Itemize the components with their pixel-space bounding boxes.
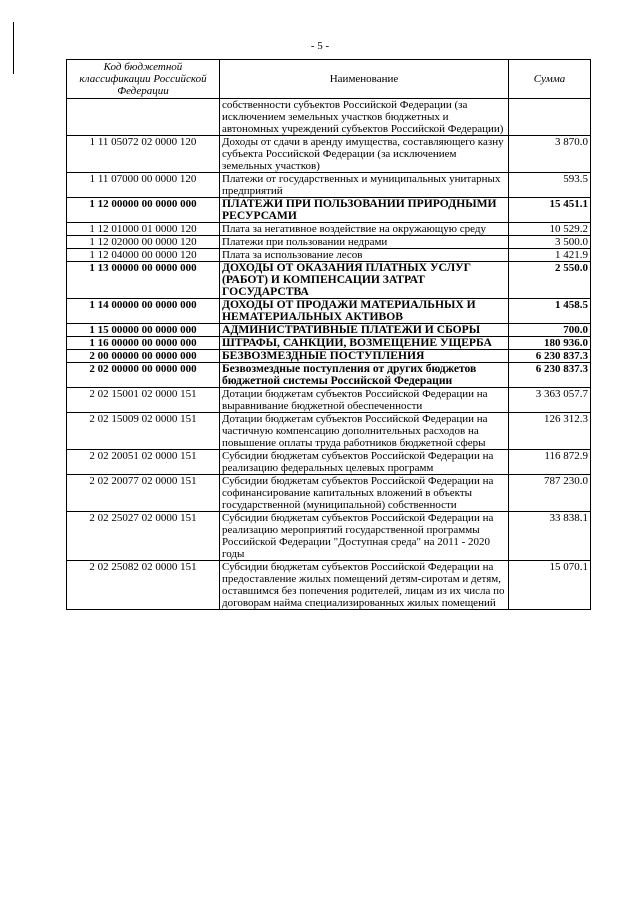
row-name: ШТРАФЫ, САНКЦИИ, ВОЗМЕЩЕНИЕ УЩЕРБА bbox=[220, 337, 509, 350]
row-code: 2 02 15009 02 0000 151 bbox=[67, 413, 220, 450]
row-code: 1 11 05072 02 0000 120 bbox=[67, 136, 220, 173]
row-sum: 593.5 bbox=[509, 173, 591, 198]
row-code: 1 11 07000 00 0000 120 bbox=[67, 173, 220, 198]
budget-table bbox=[66, 59, 591, 610]
header-code: Код бюджетной классификации Российской Федерации bbox=[67, 60, 220, 99]
table-row bbox=[67, 450, 591, 475]
row-code: 2 02 25082 02 0000 151 bbox=[67, 561, 220, 610]
row-code: 1 13 00000 00 0000 000 bbox=[67, 262, 220, 299]
row-sum: 1 421.9 bbox=[509, 249, 591, 262]
table-row bbox=[67, 512, 591, 561]
row-code: 2 02 20077 02 0000 151 bbox=[67, 475, 220, 512]
row-code: 2 00 00000 00 0000 000 bbox=[67, 350, 220, 363]
row-sum: 116 872.9 bbox=[509, 450, 591, 475]
table-row bbox=[67, 324, 591, 337]
row-sum: 3 363 057.7 bbox=[509, 388, 591, 413]
table-row bbox=[67, 475, 591, 512]
row-name: Доходы от сдачи в аренду имущества, составляющего казну субъекта Российской Федерации (за исключением земельных участков) bbox=[220, 136, 509, 173]
row-name: Субсидии бюджетам субъектов Российской Федерации на софинансирование капитальных вложений в объекты государственной (муниципальной) собственности bbox=[220, 475, 509, 512]
row-name: Безвозмездные поступления от других бюджетов бюджетной системы Российской Федерации bbox=[220, 363, 509, 388]
table-header-row bbox=[67, 60, 591, 99]
table-row bbox=[67, 350, 591, 363]
row-sum: 10 529.2 bbox=[509, 223, 591, 236]
row-name: Дотации бюджетам субъектов Российской Федерации на частичную компенсацию дополнительных расходов на повышение оплаты труда работников бюджетной сферы bbox=[220, 413, 509, 450]
row-sum: 15 070.1 bbox=[509, 561, 591, 610]
row-code: 2 02 15001 02 0000 151 bbox=[67, 388, 220, 413]
table-row bbox=[67, 388, 591, 413]
row-name: Плата за использование лесов bbox=[220, 249, 509, 262]
table-row bbox=[67, 223, 591, 236]
row-code: 1 12 00000 00 0000 000 bbox=[67, 198, 220, 223]
row-name: ПЛАТЕЖИ ПРИ ПОЛЬЗОВАНИИ ПРИРОДНЫМИ РЕСУРСАМИ bbox=[220, 198, 509, 223]
row-name: Субсидии бюджетам субъектов Российской Федерации на предоставление жилых помещений детям-сиротам и детям, оставшимся без попечения родителей, лицам из их числа по договорам найма специализированных жилых помещений bbox=[220, 561, 509, 610]
row-code: 1 12 02000 00 0000 120 bbox=[67, 236, 220, 249]
table-row bbox=[67, 198, 591, 223]
row-name: Платежи от государственных и муниципальных унитарных предприятий bbox=[220, 173, 509, 198]
table-row bbox=[67, 561, 591, 610]
table-row bbox=[67, 236, 591, 249]
row-name: Субсидии бюджетам субъектов Российской Федерации на реализацию федеральных целевых программ bbox=[220, 450, 509, 475]
row-code: 2 02 20051 02 0000 151 bbox=[67, 450, 220, 475]
row-code: 2 02 25027 02 0000 151 bbox=[67, 512, 220, 561]
table-row bbox=[67, 99, 591, 136]
table-row bbox=[67, 173, 591, 198]
row-sum: 1 458.5 bbox=[509, 299, 591, 324]
row-code: 1 12 04000 00 0000 120 bbox=[67, 249, 220, 262]
row-name: ДОХОДЫ ОТ ОКАЗАНИЯ ПЛАТНЫХ УСЛУГ (РАБОТ) И КОМПЕНСАЦИИ ЗАТРАТ ГОСУДАРСТВА bbox=[220, 262, 509, 299]
row-sum: 6 230 837.3 bbox=[509, 363, 591, 388]
row-code bbox=[67, 99, 220, 136]
row-sum: 33 838.1 bbox=[509, 512, 591, 561]
row-code: 1 12 01000 01 0000 120 bbox=[67, 223, 220, 236]
row-sum: 700.0 bbox=[509, 324, 591, 337]
row-code: 1 16 00000 00 0000 000 bbox=[67, 337, 220, 350]
row-name: Платежи при пользовании недрами bbox=[220, 236, 509, 249]
row-sum: 3 500.0 bbox=[509, 236, 591, 249]
row-sum: 2 550.0 bbox=[509, 262, 591, 299]
row-name: ДОХОДЫ ОТ ПРОДАЖИ МАТЕРИАЛЬНЫХ И НЕМАТЕРИАЛЬНЫХ АКТИВОВ bbox=[220, 299, 509, 324]
row-code: 1 14 00000 00 0000 000 bbox=[67, 299, 220, 324]
table-row bbox=[67, 299, 591, 324]
row-name: Дотации бюджетам субъектов Российской Федерации на выравнивание бюджетной обеспеченности bbox=[220, 388, 509, 413]
table-row bbox=[67, 363, 591, 388]
row-sum: 15 451.1 bbox=[509, 198, 591, 223]
row-name: собственности субъектов Российской Федерации (за исключением земельных участков бюджетных и автономных учреждений субъектов Российской Федерации) bbox=[220, 99, 509, 136]
row-name: БЕЗВОЗМЕЗДНЫЕ ПОСТУПЛЕНИЯ bbox=[220, 350, 509, 363]
table-row bbox=[67, 413, 591, 450]
table-row bbox=[67, 249, 591, 262]
table-row bbox=[67, 337, 591, 350]
table-row bbox=[67, 262, 591, 299]
header-sum: Сумма bbox=[509, 60, 591, 99]
row-sum: 6 230 837.3 bbox=[509, 350, 591, 363]
row-sum bbox=[509, 99, 591, 136]
page-number: - 5 - bbox=[310, 40, 330, 52]
row-name: АДМИНИСТРАТИВНЫЕ ПЛАТЕЖИ И СБОРЫ bbox=[220, 324, 509, 337]
row-sum: 787 230.0 bbox=[509, 475, 591, 512]
row-name: Субсидии бюджетам субъектов Российской Федерации на реализацию мероприятий государственной программы Российской Федерации "Доступная среда" на 2011 - 2020 годы bbox=[220, 512, 509, 561]
table-row bbox=[67, 136, 591, 173]
row-sum: 126 312.3 bbox=[509, 413, 591, 450]
row-sum: 3 870.0 bbox=[509, 136, 591, 173]
row-name: Плата за негативное воздействие на окружающую среду bbox=[220, 223, 509, 236]
row-sum: 180 936.0 bbox=[509, 337, 591, 350]
header-name: Наименование bbox=[220, 60, 509, 99]
row-code: 1 15 00000 00 0000 000 bbox=[67, 324, 220, 337]
row-code: 2 02 00000 00 0000 000 bbox=[67, 363, 220, 388]
